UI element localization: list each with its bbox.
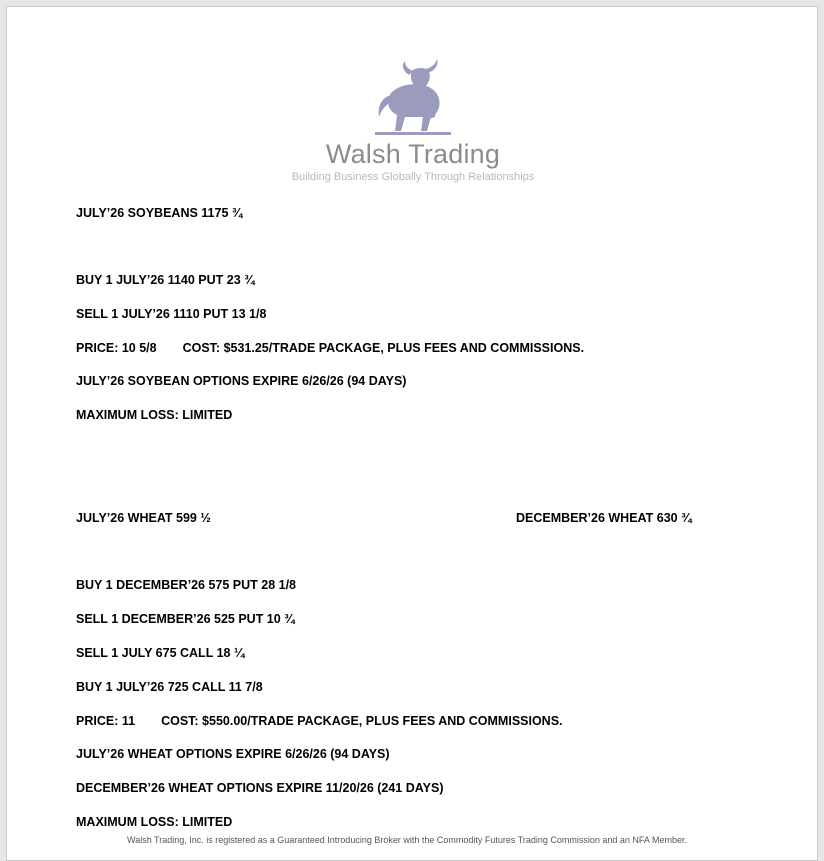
soybeans-cost: COST: $531.25/TRADE PACKAGE, PLUS FEES AND COMMISSIONS. xyxy=(182,341,585,355)
wheat-underlying-december: DECEMBER’26 WHEAT 630 ¾ xyxy=(516,511,692,525)
wheat-underlying-july: JULY’26 WHEAT 599 ½ xyxy=(76,511,211,525)
wheat-expiry-december: DECEMBER’26 WHEAT OPTIONS EXPIRE 11/20/26 (241 DAYS) xyxy=(76,781,444,795)
brand-logo xyxy=(7,57,819,137)
soybeans-expiry: JULY’26 SOYBEAN OPTIONS EXPIRE 6/26/26 (94 DAYS) xyxy=(76,374,407,388)
footer-disclaimer: Walsh Trading, Inc. is registered as a Guaranteed Introducing Broker with the Commodity Futures Trading Commission and an NFA Member. xyxy=(127,835,687,845)
soybeans-buy-leg: BUY 1 JULY’26 1140 PUT 23 ¾ xyxy=(76,273,255,287)
soybeans-price: PRICE: 10 5/8 xyxy=(76,341,157,355)
wheat-leg-4: BUY 1 JULY’26 725 CALL 11 7/8 xyxy=(76,680,263,694)
wheat-price-cost-row xyxy=(76,714,563,728)
soybeans-max-loss: MAXIMUM LOSS: LIMITED xyxy=(76,408,233,422)
soybeans-underlying: JULY’26 SOYBEANS 1175 ¾ xyxy=(76,206,243,220)
brand-name: Walsh Trading xyxy=(325,139,501,169)
wheat-leg-1: BUY 1 DECEMBER’26 575 PUT 28 1/8 xyxy=(76,578,297,592)
wheat-leg-3: SELL 1 JULY 675 CALL 18 ¼ xyxy=(76,646,245,660)
document-page xyxy=(6,6,818,861)
soybeans-price-cost-row xyxy=(76,341,584,355)
wheat-expiry-july: JULY’26 WHEAT OPTIONS EXPIRE 6/26/26 (94 DAYS) xyxy=(76,747,390,761)
bull-icon xyxy=(365,57,461,137)
wheat-cost: COST: $550.00/TRADE PACKAGE, PLUS FEES AND COMMISSIONS. xyxy=(161,714,563,728)
soybeans-sell-leg: SELL 1 JULY’26 1110 PUT 13 1/8 xyxy=(76,307,267,321)
wheat-price: PRICE: 11 xyxy=(76,714,136,728)
wheat-leg-2: SELL 1 DECEMBER’26 525 PUT 10 ¾ xyxy=(76,612,295,626)
wheat-max-loss: MAXIMUM LOSS: LIMITED xyxy=(76,815,233,829)
brand-tagline: Building Business Globally Through Relationships xyxy=(291,171,535,183)
